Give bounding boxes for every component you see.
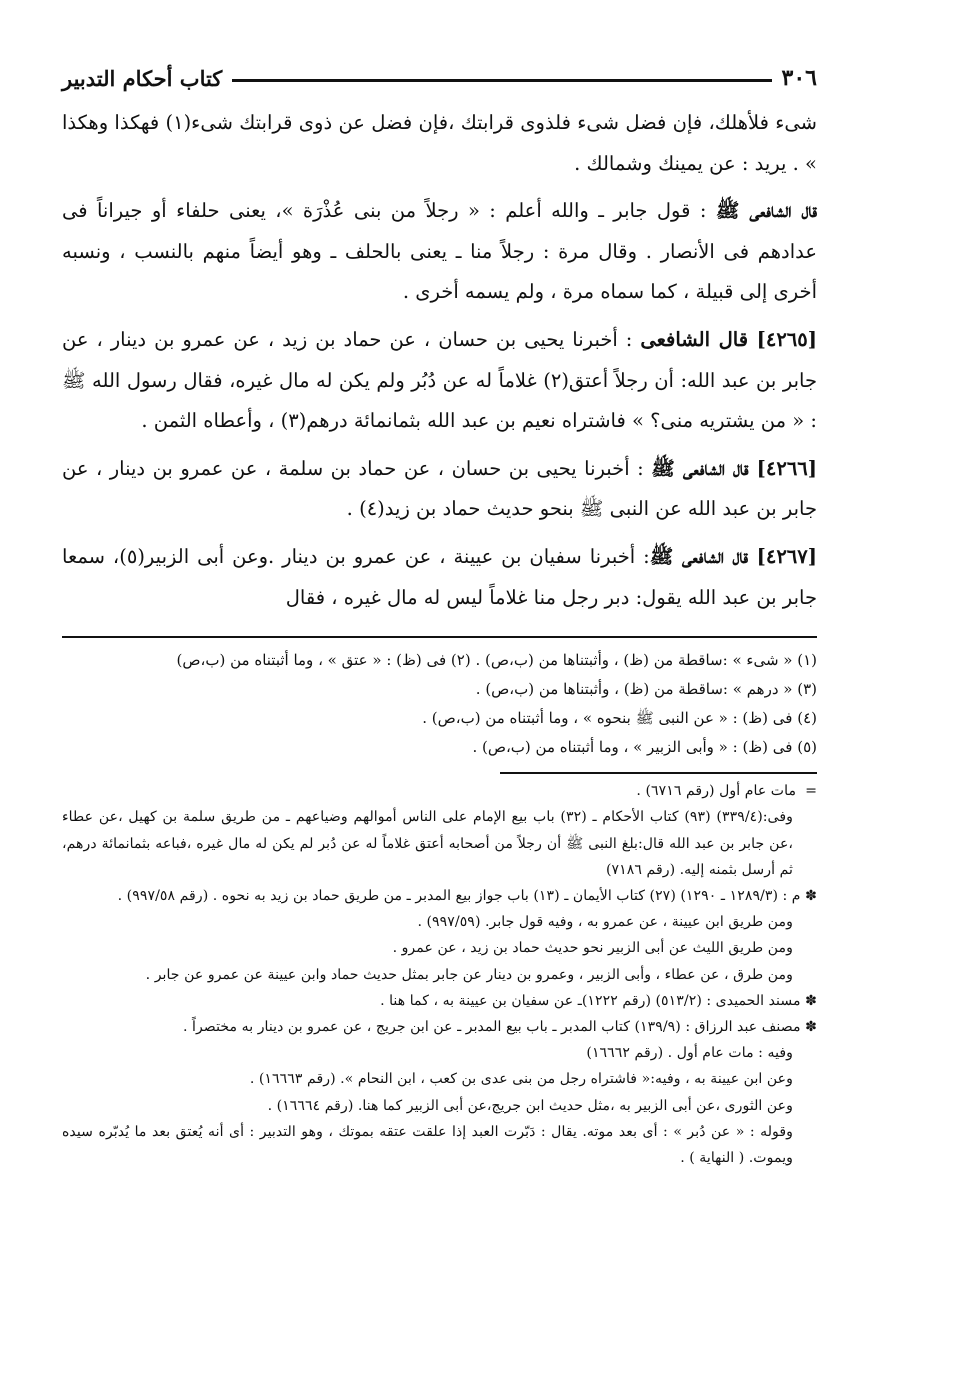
footnote-line: (٣) « درهم » :ساقطة من (ظ) ، وأثبتناها من (ب،ص) . (475, 680, 817, 699)
reference-line: ومن طريق ابن عيينة ، عن عمرو به ، وفيه قول جابر. (٩٩٧/٥٩) . (417, 914, 793, 931)
page-number: ٣٠٦ (781, 65, 817, 91)
reference-line: وفيه : مات عام أول . (رقم ١٦٦٦٢) (586, 1045, 793, 1062)
hadith-4267-text: : أخبرنا سفيان بن عيينة ، عن عمرو بن دينار .وعن أبى الزبير(٥)، سمعا جابر بن عبد الله يقول: دبر رجل منا غلاماً ليس له مال غيره ، فقال (62, 544, 817, 609)
paragraph-hadith-4267 (62, 537, 817, 618)
paragraph-2 (62, 191, 817, 313)
hadith-4267-label: [٤٢٦٧] قال الشافعى ﷺ (649, 544, 817, 568)
reference-line-first (62, 778, 817, 804)
hadith-4266-text: : أخبرنا يحيى بن حسان ، عن حماد بن سلمة ، عن عمرو بن دينار ، عن جابر بن عبد الله عن النبى ﷺ بنحو حديث حماد بن زيد(٤) . (62, 456, 817, 521)
reference-line: وعن ابن عيينة به ، وفيه:« فاشتراه رجل من بنى عدى بن كعب ، ابن النحام ». (رقم ١٦٦٦٣) . (249, 1071, 793, 1088)
paragraph-1-text: شىء فلأهلك، فإن فضل شىء فلذوى قرابتك ،فإن فضل عن ذوى قرابتك شىء(١) فهكذا وهكذا » . يريد : عن يمينك وشمالك . (62, 111, 818, 175)
reference-line: ✽ مسند الحميدى : (٥١٣/٢) (رقم ١٢٢٢)ـ عن سفيان بن عيينة به ، كما هنا . (380, 992, 817, 1009)
footnote-line: (١) « شىء » :ساقطة من (ظ) ، وأثبتناها من (ب،ص) . (٢) فى (ظ) : « عتق » ، وما أثبتناه من (ب،ص) (176, 651, 817, 670)
paragraph-1 (62, 103, 817, 184)
reference-line: ومن طريق الليث عن أبى الزبير نحو حديث حماد بن زيد ، عن عمرو . (392, 940, 793, 957)
reference-line: ✽ مصنف عبد الرزاق : (١٣٩/٩) كتاب المدبر ـ باب بيع المدبر ـ عن ابن جريج ، عن عمرو بن دينار به مختصراً . (182, 1018, 817, 1035)
reference-line: وفى:(٣٣٩/٤) (٩٣) كتاب الأحكام ـ (٣٢) باب بيع الإمام على الناس أموالهم وضياعهم ـ من طريق سلمة بن كهيل ،عن عطاء ،عن جابر بن عبد الله قال:بلغ النبى ﷺ أن رجلاً من أصحابه أعتق غلاماً له عن دُبر لم يكن له مال غيره ،فباعه بثمانمائة درهم، ثم أرسل بثمنه إليه. (رقم ٧١٨٦) (62, 809, 793, 878)
footnotes (62, 646, 817, 762)
reference-line: ✽ م : (١٢٨٩/٣ ـ ١٢٩٠) (٢٧) كتاب الأيمان ـ (١٣) باب جواز بيع المدبر ـ من طريق حماد بن زيد به نحوه . (رقم ٩٩٧/٥٨) . (117, 887, 817, 904)
reference-line: وعن الثورى ،عن أبى الزبير به ،مثل حديث ابن جريج،عن أبى الزبير كما هنا. (رقم ١٦٦٦٤) . (267, 1097, 793, 1114)
footnote-line: (٤) فى (ظ) : « عن النبى ﷺ بنحوه » ، وما أثبتناه من (ب،ص) . (422, 709, 817, 728)
hadith-4265-text: : أخبرنا يحيى بن حسان ، عن حماد بن زيد ، عن عمرو بن دينار ، عن جابر بن عبد الله: أن رجلاً أعتق(٢) غلاماً له عن دُبُر ولم يكن له مال غيره، فقال رسول الله ﷺ : « من يشتريه منى؟ » فاشتراه نعيم بن عبد الله بثمانمائة درهم(٣) ، وأعطاه الثمن . (62, 327, 818, 433)
running-header (62, 58, 817, 98)
paragraph-2-text: : قول جابر ـ والله أعلم : « رجلاً من بنى عُذْرَة »، يعنى حلفاء أو جيراناً فى عدادهم فى الأنصار . وقال مرة : رجلاً منا ـ يعنى بالحلف ـ وهو أيضاً منهم بالنسب ، ونسبه أخرى إلى قبيلة ، كما سماه مرة ، ولم يسمه أخرى . (62, 199, 817, 304)
header-rule (232, 79, 771, 82)
paragraph-2-label: قال الشافعى ﷺ (715, 199, 818, 223)
footnote-rule (62, 636, 817, 638)
footnote-line: (٥) فى (ظ) : « وأبى الزبير » ، وما أثبتناه من (ب،ص) . (472, 738, 817, 757)
paragraph-hadith-4266 (62, 449, 817, 530)
references-rule (500, 772, 817, 774)
paragraph-hadith-4265 (62, 320, 817, 442)
main-text (62, 103, 817, 618)
continuation-marker: = (805, 783, 817, 800)
page (62, 58, 817, 1171)
references (62, 778, 817, 1171)
book-title: كتاب أحكام التدبير (62, 65, 223, 91)
hadith-4266-label: [٤٢٦٦] قال الشافعى ﷺ (651, 456, 818, 480)
reference-line: وقوله : « عن دُبر » : أى بعد موته. يقال : دَبّرت العبد إذا علقت عتقه بموتك ، وهو التدبير : أى أنه يُعتق بعد ما يُدبّره سيده ويموت. ( النهاية ) . (62, 1123, 793, 1166)
reference-text: مات عام أول (رقم ٦٧١٦) . (636, 783, 797, 800)
reference-line: ومن طرق ، عن عطاء ، وأبى الزبير ، وعمرو بن دينار عن جابر بمثل حديث حماد وابن عيينة عن عمرو عن جابر . (145, 966, 793, 983)
hadith-4265-label: [٤٢٦٥] قال الشافعى (640, 327, 817, 351)
